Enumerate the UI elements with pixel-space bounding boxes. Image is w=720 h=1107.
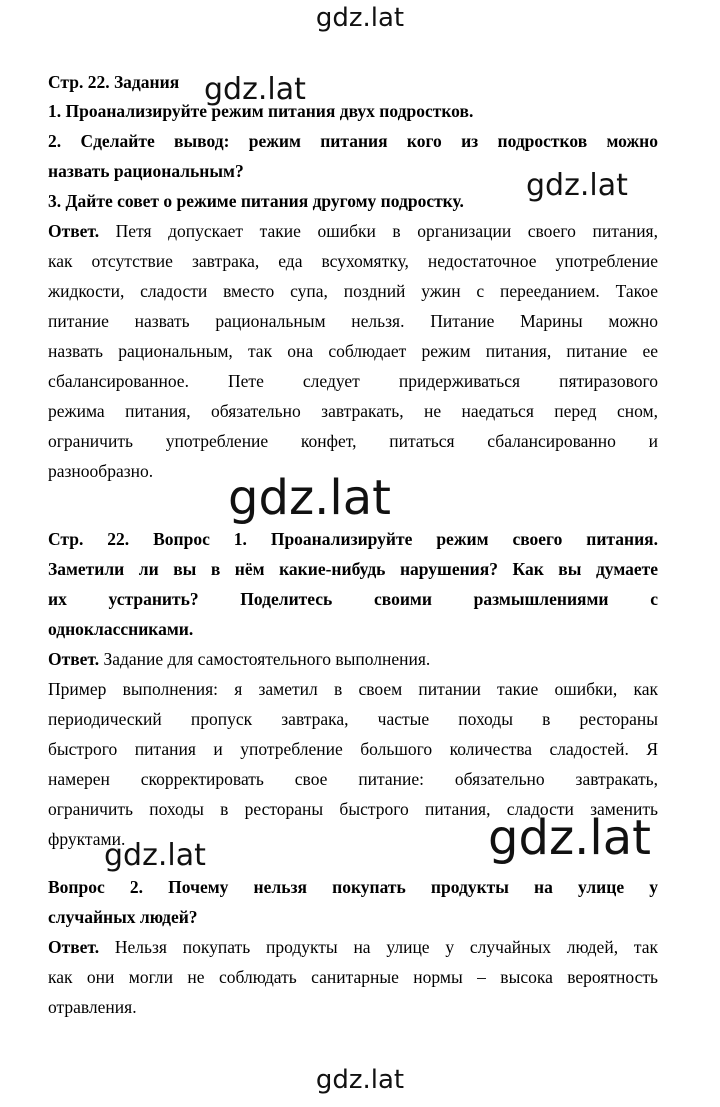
answer-1-line-9: разнообразно. bbox=[48, 461, 154, 481]
task-2-line-2: назвать рациональным? bbox=[48, 161, 244, 181]
answer-label: Ответ. bbox=[48, 221, 100, 241]
task-1: 1. Проанализируйте режим питания двух подростков. bbox=[48, 101, 474, 121]
answer-1-line-6: сбалансированное. Пете следует придерживаться пятиразового bbox=[48, 371, 658, 391]
page-content bbox=[48, 68, 658, 1022]
question-2-line-1: Вопрос 2. Почему нельзя покупать продукты на улице у bbox=[48, 877, 658, 897]
answer-1-line-2: как отсутствие завтрака, еда всухомятку, недостаточное употребление bbox=[48, 251, 658, 271]
watermark-overlay: gdz.lat bbox=[488, 810, 651, 866]
section1-heading: Стр. 22. Задания bbox=[48, 72, 180, 92]
answer-1-line-1 bbox=[48, 216, 658, 246]
answer-3-line-1 bbox=[48, 932, 658, 962]
watermark-overlay: gdz.lat bbox=[228, 470, 391, 526]
answer-3-line-3: отравления. bbox=[48, 997, 137, 1017]
question-1-line-1: Стр. 22. Вопрос 1. Проанализируйте режим своего питания. bbox=[48, 529, 658, 549]
example-line-3: быстрого питания и употребление большого количества сладостей. Я bbox=[48, 739, 658, 759]
watermark-bottom: gdz.lat bbox=[315, 1065, 405, 1095]
answer-text: Задание для самостоятельного выполнения. bbox=[99, 649, 431, 669]
example-line-4: намерен скорректировать свое питание: обязательно завтракать, bbox=[48, 769, 658, 789]
question-1-line-2: Заметили ли вы в нём какие-нибудь нарушения? Как вы думаете bbox=[48, 559, 658, 579]
answer-text: Петя допускает такие ошибки в организации своего питания, bbox=[99, 221, 658, 241]
example-line-5: ограничить походы в рестораны быстрого питания, сладости заменить bbox=[48, 799, 658, 819]
answer-1-line-4: питание назвать рациональным нельзя. Питание Марины можно bbox=[48, 311, 658, 331]
example-line-1: Пример выполнения: я заметил в своем питании такие ошибки, как bbox=[48, 679, 658, 699]
watermark-top: gdz.lat bbox=[315, 3, 405, 33]
question-1-line-4: одноклассниками. bbox=[48, 619, 194, 639]
task-3: 3. Дайте совет о режиме питания другому подростку. bbox=[48, 191, 464, 211]
watermark-overlay: gdz.lat bbox=[204, 72, 306, 107]
answer-1-line-8: ограничить употребление конфет, питаться сбалансированно и bbox=[48, 431, 658, 451]
answer-2 bbox=[48, 644, 658, 674]
watermark-overlay: gdz.lat bbox=[104, 838, 206, 873]
question-1-line-3: их устранить? Поделитесь своими размышлениями с bbox=[48, 589, 658, 609]
answer-1-line-7: режима питания, обязательно завтракать, не наедаться перед сном, bbox=[48, 401, 658, 421]
answer-3-line-2: как они могли не соблюдать санитарные нормы – высока вероятность bbox=[48, 967, 658, 987]
answer-label: Ответ. bbox=[48, 649, 100, 669]
question-2-line-2: случайных людей? bbox=[48, 907, 198, 927]
answer-label: Ответ. bbox=[48, 937, 100, 957]
answer-1-line-5: назвать рациональным, так она соблюдает режим питания, питание ее bbox=[48, 341, 658, 361]
task-2-line-1: 2. Сделайте вывод: режим питания кого из подростков можно bbox=[48, 131, 658, 151]
example-line-6: фруктами. bbox=[48, 829, 126, 849]
answer-text: Нельзя покупать продукты на улице у случайных людей, так bbox=[99, 937, 658, 957]
example-line-2: периодический пропуск завтрака, частые походы в рестораны bbox=[48, 709, 658, 729]
watermark-overlay: gdz.lat bbox=[526, 168, 628, 203]
answer-1-line-3: жидкости, сладости вместо супа, поздний ужин с перееданием. Такое bbox=[48, 281, 658, 301]
